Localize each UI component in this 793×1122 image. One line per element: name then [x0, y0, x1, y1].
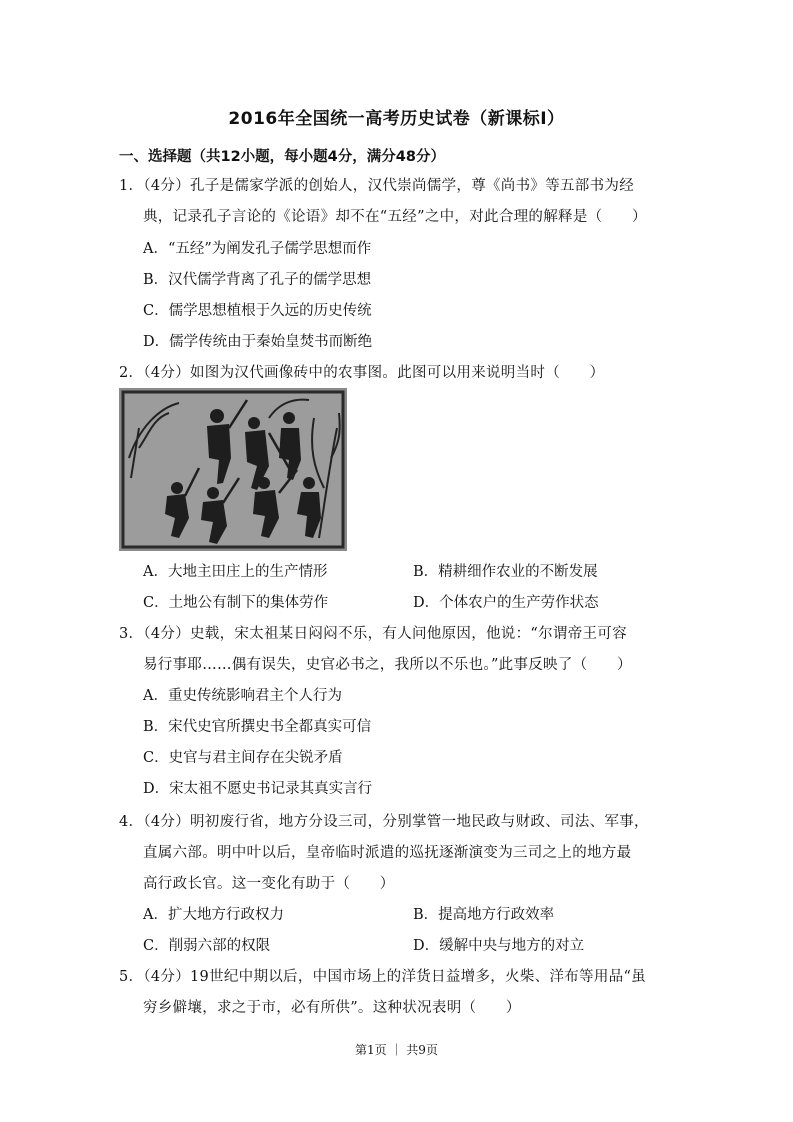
question-5-line-2: 穷乡僻壤，求之于市，必有所供”。这种状况表明（ ） [143, 1000, 521, 1016]
question-1-option-a: A．“五经”为阐发孔子儒学思想而作 [143, 241, 372, 257]
question-3-line-1: 3．（4分）史载，宋太祖某日闷闷不乐，有人问他原因，他说：“尔谓帝王可容 [119, 626, 627, 642]
question-4-option-d: D．缓解中央与地方的对立 [413, 938, 585, 954]
question-2-option-c: C．土地公有制下的集体劳作 [143, 595, 329, 611]
page-title: 2016年全国统一高考历史试卷（新课标Ⅰ） [228, 109, 565, 129]
question-1-option-d: D．儒学传统由于秦始皇焚书而断绝 [143, 334, 373, 350]
question-4-line-2: 直属六部。明中叶以后，皇帝临时派遣的巡抚逐渐演变为三司之上的地方最 [143, 845, 632, 861]
question-1-option-b: B．汉代儒学背离了孔子的儒学思想 [143, 272, 372, 288]
question-4-line-3: 高行政长官。这一变化有助于（ ） [143, 876, 395, 892]
question-3-option-d: D．宋太祖不愿史书记录其真实言行 [143, 781, 373, 797]
question-2-option-b: B．精耕细作农业的不断发展 [413, 564, 598, 580]
question-4-option-a: A．扩大地方行政权力 [143, 907, 284, 923]
question-1-option-c: C．儒学思想植根于久远的历史传统 [143, 303, 372, 319]
question-4-option-c: C．削弱六部的权限 [143, 938, 271, 954]
question-3-line-2: 易行事耶……偶有误失，史官必书之，我所以不乐也。”此事反映了（ ） [143, 657, 632, 673]
question-2-option-a: A．大地主田庄上的生产情形 [143, 564, 328, 580]
question-3-option-b: B．宋代史官所撰史书全都真实可信 [143, 719, 372, 735]
page-footer: 第1页 ｜ 共9页 [355, 1043, 438, 1057]
question-3-option-c: C．史官与君主间存在尖锐矛盾 [143, 750, 343, 766]
section-heading: 一、选择题（共12小题，每小题4分，满分48分） [119, 149, 445, 165]
farming-scene-illustration [119, 388, 347, 551]
question-2-line-1: 2．（4分）如图为汉代画像砖中的农事图。此图可以用来说明当时（ ） [119, 365, 605, 381]
question-5-line-1: 5．（4分）19世纪中期以后，中国市场上的洋货日益增多，火柴、洋布等用品“虽 [119, 969, 646, 985]
question-3-option-a: A．重史传统影响君主个人行为 [143, 688, 342, 704]
question-1-line-2: 典，记录孔子言论的《论语》却不在“五经”之中，对此合理的解释是（ ） [143, 209, 647, 225]
han-brick-farming-image [119, 388, 347, 551]
question-2-option-d: D．个体农户的生产劳作状态 [413, 595, 599, 611]
question-4-line-1: 4．（4分）明初废行省，地方分设三司，分别掌管一地民政与财政、司法、军事， [119, 814, 649, 830]
question-4-option-b: B．提高地方行政效率 [413, 907, 555, 923]
question-1-line-1: 1．（4分）孔子是儒家学派的创始人，汉代崇尚儒学，尊《尚书》等五部书为经 [119, 178, 634, 194]
